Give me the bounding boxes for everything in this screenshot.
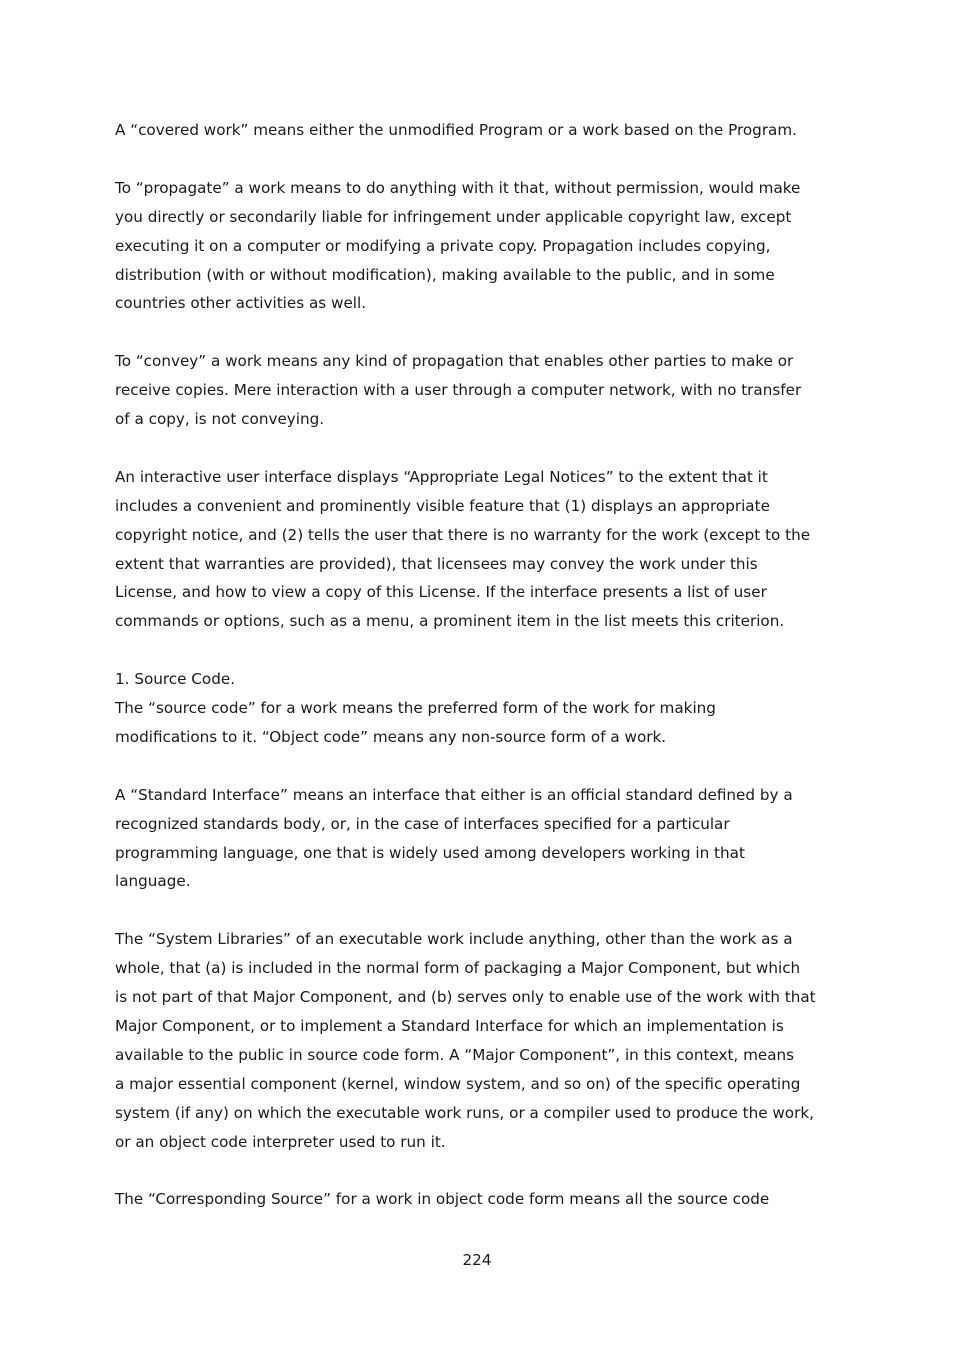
text-line: The “source code” for a work means the preferred form of the work for making [115,699,716,718]
text-line: The “System Libraries” of an executable work include anything, other than the work as a [115,930,793,949]
text-line: is not part of that Major Component, and (b) serves only to enable use of the work with that [115,988,816,1007]
text-line: distribution (with or without modification), making available to the public, and in some [115,265,775,284]
text-line: countries other activities as well. [115,294,367,313]
paragraph-convey [115,347,843,434]
text-line: includes a convenient and prominently visible feature that (1) displays an appropriate [115,496,770,515]
text-line: The “Corresponding Source” for a work in object code form means all the source code [115,1190,770,1209]
text-line: a major essential component (kernel, window system, and so on) of the specific operating [115,1074,801,1093]
paragraph-covered-work [115,116,843,145]
paragraph-corresponding-source [115,1185,843,1214]
paragraph-legal-notices [115,463,843,636]
text-line: recognized standards body, or, in the case of interfaces specified for a particular [115,814,730,833]
text-line: extent that warranties are provided), that licensees may convey the work under this [115,554,758,573]
paragraph-system-libraries [115,925,843,1156]
text-line: License, and how to view a copy of this License. If the interface presents a list of user [115,583,767,602]
text-line: you directly or secondarily liable for infringement under applicable copyright law, except [115,207,792,226]
text-line: whole, that (a) is included in the normal form of packaging a Major Component, but which [115,959,801,978]
text-line: commands or options, such as a menu, a prominent item in the list meets this criterion. [115,612,785,631]
text-line: To “propagate” a work means to do anything with it that, without permission, would make [115,178,801,197]
document-body [115,116,843,1214]
paragraph-standard-interface [115,781,843,897]
text-line: system (if any) on which the executable work runs, or a compiler used to produce the work, [115,1103,814,1122]
text-line: modifications to it. “Object code” means any non-source form of a work. [115,727,667,746]
text-line: programming language, one that is widely used among developers working in that [115,843,745,862]
text-line: Major Component, or to implement a Standard Interface for which an implementation is [115,1017,784,1035]
text-line: An interactive user interface displays “Appropriate Legal Notices” to the extent that it [115,467,768,486]
text-line: or an object code interpreter used to run it. [115,1132,446,1151]
text-line: A “Standard Interface” means an interface that either is an official standard defined by a [115,785,793,804]
paragraph-propagate [115,174,843,319]
paragraph-source-code [115,665,843,752]
text-line: of a copy, is not conveying. [115,410,325,429]
text-line: executing it on a computer or modifying a private copy. Propagation includes copying, [115,236,771,255]
text-line: A “covered work” means either the unmodified Program or a work based on the Program. [115,121,797,139]
text-line: available to the public in source code form. A “Major Component”, in this context, means [115,1045,795,1064]
text-line: receive copies. Mere interaction with a user through a computer network, with no transfer [115,381,802,400]
section-heading: 1. Source Code. [115,670,236,689]
text-line: copyright notice, and (2) tells the user that there is no warranty for the work (except to the [115,525,811,544]
text-line: To “convey” a work means any kind of propagation that enables other parties to make or [115,352,794,371]
text-line: language. [115,872,191,891]
page-number: 224 [462,1251,492,1269]
